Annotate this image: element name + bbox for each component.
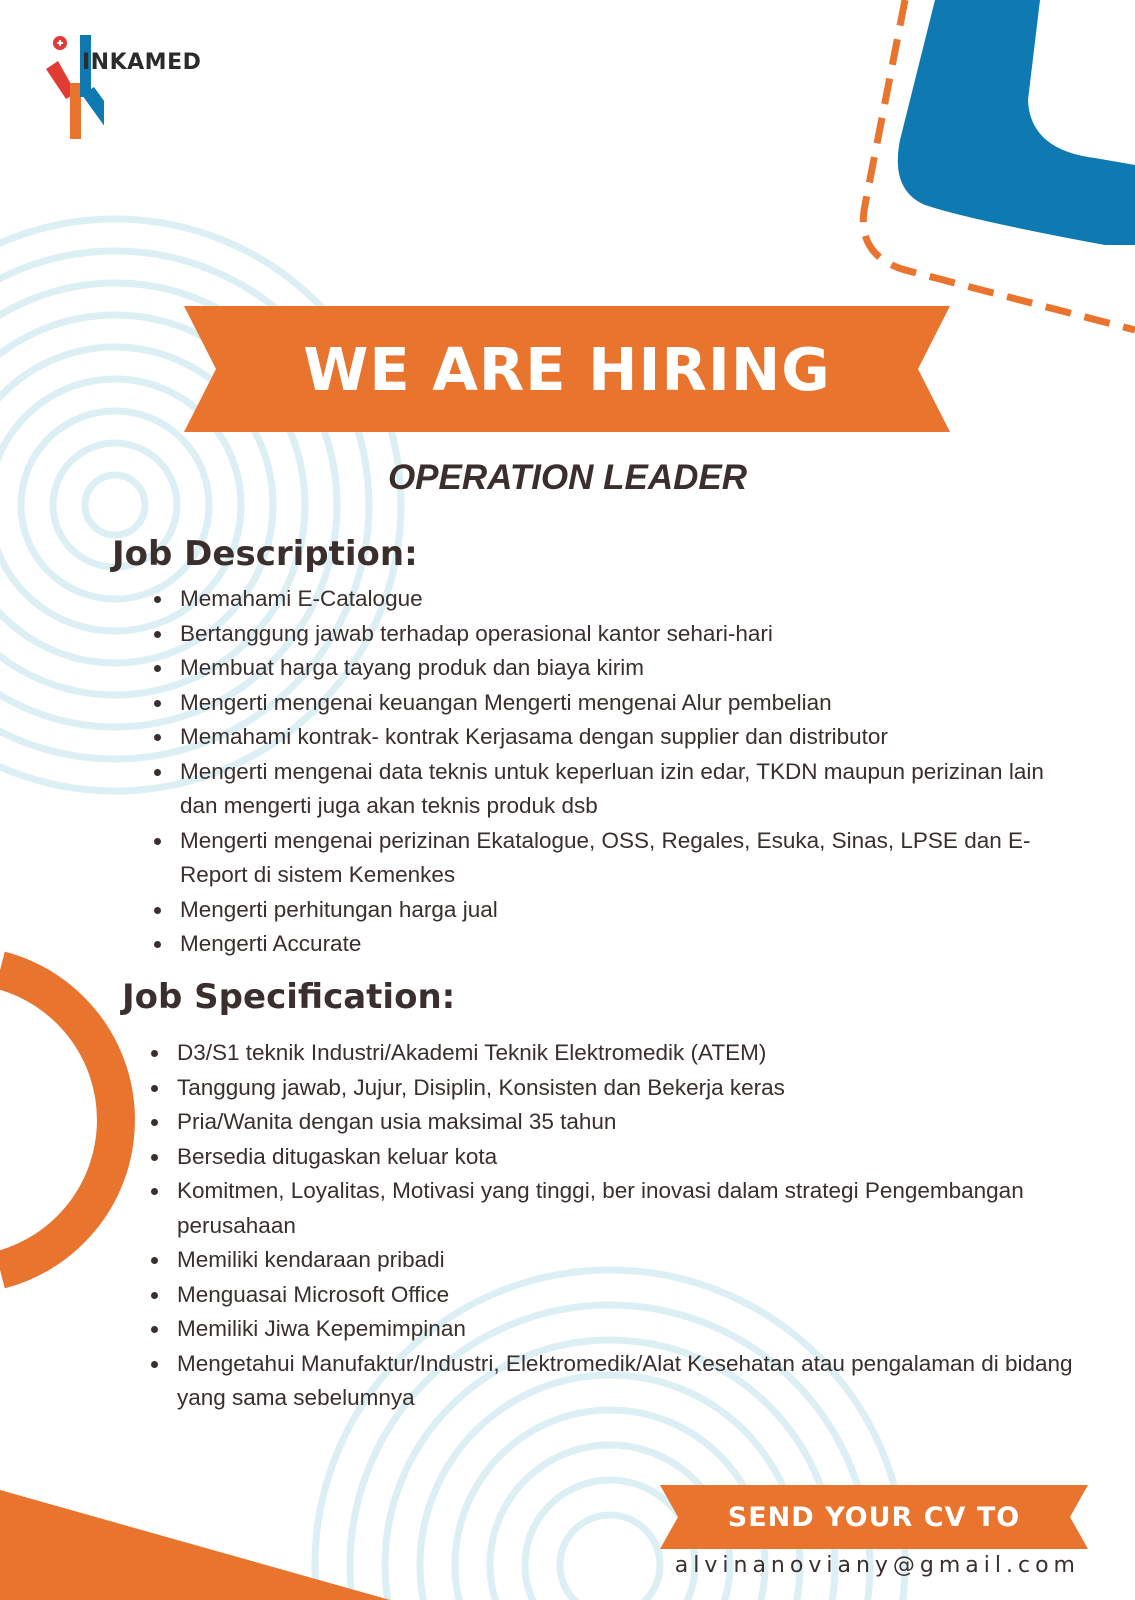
list-item-text: Mengetahui Manufaktur/Industri, Elektromedik/Alat Kesehatan atau pengalaman di bidang yang sama sebelumnya (177, 1350, 1073, 1410)
list-item-text: Memahami E-Catalogue (180, 586, 423, 611)
list-item (150, 686, 1050, 721)
list-item-text: Mengerti perhitungan harga jual (180, 896, 498, 922)
bullet-icon (151, 1361, 158, 1368)
job-specification-list (147, 1036, 1087, 1416)
list-item (150, 582, 1050, 617)
list-item-text: Memahami kontrak- kontrak Kerjasama dengan supplier dan distributor (180, 724, 888, 749)
orange-corner-triangle (0, 1490, 390, 1600)
list-item-text: D3/S1 teknik Industri/Akademi Teknik Elektromedik (ATEM) (177, 1040, 767, 1065)
bullet-icon (154, 907, 161, 914)
job-description-list (150, 582, 1050, 962)
list-item (150, 720, 1050, 755)
contact-email[interactable]: alvinanoviany@gmail.com (674, 1553, 1080, 1578)
list-item-text: Bersedia ditugaskan keluar kota (177, 1143, 498, 1169)
bullet-icon (154, 631, 161, 638)
bullet-icon (151, 1119, 158, 1126)
position-title: OPERATION LEADER (387, 458, 748, 497)
list-item (147, 1347, 1087, 1416)
job-description-title: Job Description: (112, 534, 418, 574)
list-item (147, 1312, 1087, 1347)
bullet-icon (154, 700, 161, 707)
list-item-text: Mengerti mengenai keuangan Mengerti mengenai Alur pembelian (180, 689, 832, 715)
orange-ring-left (0, 970, 116, 1270)
list-item (147, 1105, 1087, 1140)
bullet-icon (154, 734, 161, 741)
list-item (147, 1036, 1087, 1071)
list-item (150, 824, 1050, 893)
list-item (150, 927, 1050, 962)
job-specification-title: Job Specification: (122, 977, 456, 1017)
list-item-text: Komitmen, Loyalitas, Motivasi yang tinggi, ber inovasi dalam strategi Pengembangan perusahaan (177, 1178, 1024, 1238)
bullet-icon (154, 838, 161, 845)
list-item (147, 1140, 1087, 1175)
list-item-text: Membuat harga tayang produk dan biaya kirim (180, 655, 645, 680)
list-item-text: Mengerti mengenai data teknis untuk keperluan izin edar, TKDN maupun perizinan lain dan mengerti juga akan teknis produk dsb (180, 758, 1044, 818)
list-item-text: Pria/Wanita dengan usia maksimal 35 tahun (177, 1109, 617, 1134)
list-item (150, 651, 1050, 686)
list-item (150, 755, 1050, 824)
send-cv-label: SEND YOUR CV TO (727, 1501, 1021, 1533)
bullet-icon (154, 769, 161, 776)
hiring-headline: WE ARE HIRING (303, 334, 831, 404)
company-logo-text: INKAMED (82, 50, 202, 75)
list-item (147, 1071, 1087, 1106)
list-item-text: Tanggung jawab, Jujur, Disiplin, Konsisten dan Bekerja keras (177, 1074, 785, 1100)
list-item (147, 1278, 1087, 1313)
bullet-icon (151, 1292, 158, 1299)
list-item (147, 1174, 1087, 1243)
list-item-text: Memiliki kendaraan pribadi (177, 1247, 445, 1272)
bullet-icon (151, 1154, 158, 1161)
bullet-icon (151, 1050, 158, 1057)
bullet-icon (151, 1085, 158, 1092)
bullet-icon (154, 596, 161, 603)
bullet-icon (154, 665, 161, 672)
bullet-icon (151, 1326, 158, 1333)
list-item-text: Mengerti Accurate (180, 931, 362, 956)
list-item (147, 1243, 1087, 1278)
bullet-icon (151, 1257, 158, 1264)
list-item (150, 893, 1050, 928)
list-item-text: Menguasai Microsoft Office (177, 1281, 450, 1307)
list-item-text: Mengerti mengenai perizinan Ekatalogue, OSS, Regales, Esuka, Sinas, LPSE dan E-Report di sistem Kemenkes (180, 827, 1031, 887)
list-item-text: Bertanggung jawab terhadap operasional kantor sehari-hari (180, 620, 773, 646)
bullet-icon (154, 941, 161, 948)
bullet-icon (151, 1188, 158, 1195)
list-item (150, 617, 1050, 652)
list-item-text: Memiliki Jiwa Kepemimpinan (177, 1316, 466, 1341)
